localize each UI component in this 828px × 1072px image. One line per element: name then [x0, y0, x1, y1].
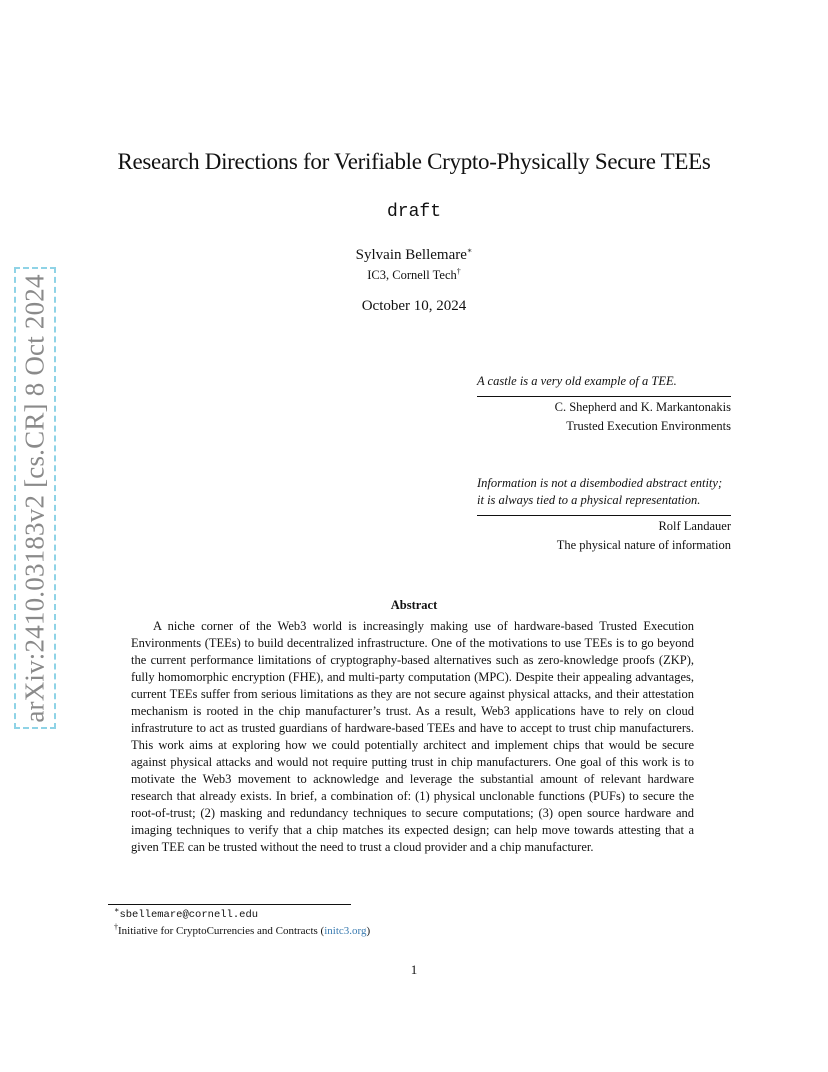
epigraph-rule	[477, 396, 731, 397]
affiliation-footnote-mark: †	[456, 266, 461, 276]
footnotes	[114, 906, 370, 939]
paper-title: Research Directions for Verifiable Crypto-Physically Secure TEEs	[117, 149, 711, 174]
epigraph-attribution: C. Shepherd and K. Markantonakis	[554, 400, 731, 414]
footnote-suffix: )	[366, 925, 371, 937]
arxiv-identifier: arXiv:2410.03183v2 [cs.CR] 8 Oct 2024	[19, 273, 50, 723]
footnote-1	[114, 906, 370, 923]
author-footnote-mark: ∗	[466, 246, 473, 255]
page-number: 1	[410, 962, 418, 977]
affiliation: IC3, Cornell Tech	[367, 268, 457, 282]
footnote-2	[114, 923, 370, 939]
arxiv-stamp	[14, 267, 56, 729]
draft-label: draft	[386, 202, 441, 222]
author-email: sbellemare@cornell.edu	[119, 909, 259, 921]
author-line	[0, 247, 828, 264]
paper-date: October 10, 2024	[361, 298, 467, 314]
footnote-mark: ∗	[114, 905, 120, 915]
affiliation-line	[0, 268, 828, 283]
epigraph-2	[477, 475, 731, 554]
epigraph-quote: A castle is a very old example of a TEE.	[477, 374, 677, 388]
author-name: Sylvain Bellemare	[355, 247, 467, 263]
epigraph-rule	[477, 515, 731, 516]
footnote-rule	[108, 904, 351, 905]
footnote-text: Initiative for CryptoCurrencies and Contracts (	[118, 925, 325, 937]
epigraph-attribution: Rolf Landauer	[658, 519, 731, 533]
footnote-mark: †	[114, 922, 118, 932]
abstract-heading: Abstract	[390, 598, 438, 612]
epigraph-source: The physical nature of information	[556, 538, 731, 552]
abstract-text: A niche corner of the Web3 world is increasingly making use of hardware-based Trusted Execution Environments (TEEs) to build decentralized infrastructure. One of the motivations to use TEEs is to go beyond the current performance limitations of cryptography-based alternatives such as zero-knowledge proofs (ZKP), fully homomorphic encryption (FHE), and multi-party computation (MPC). Despite their appealing advantages, current TEEs suffer from serious limitations as they are not secure against physical attacks, and their attestation mechanism is rooted in the chip manufacturer’s trust. As a result, Web3 applications have to rely on cloud infrastruture to act as trusted guardians of hardware-based TEEs and have to accept to trust chip manufacturers. This work aims at exploring how we could potentially architect and implement chips that would be secure against physical attacks and would not require putting trust in chip manufacturers. One goal of this work is to motivate the Web3 movement to acknowledge and leverage the substantial amount of relevant hardware research that already exists. In brief, a combination of: (1) physical unclonable functions (PUFs) to secure the root-of-trust; (2) masking and redundancy techniques to secure computations; (3) open source hardware and imaging techniques to verify that a chip matches its expected design; can help move towards attesting that a given TEE can be trusted without the need to trust a cloud provider and a chip manufacturer.	[131, 619, 694, 854]
initc3-link[interactable]: initc3.org	[324, 925, 367, 937]
epigraph-1	[477, 373, 731, 435]
epigraph-source: Trusted Execution Environments	[566, 419, 731, 433]
epigraph-quote: Information is not a disembodied abstract entity; it is always tied to a physical representation.	[477, 476, 723, 507]
